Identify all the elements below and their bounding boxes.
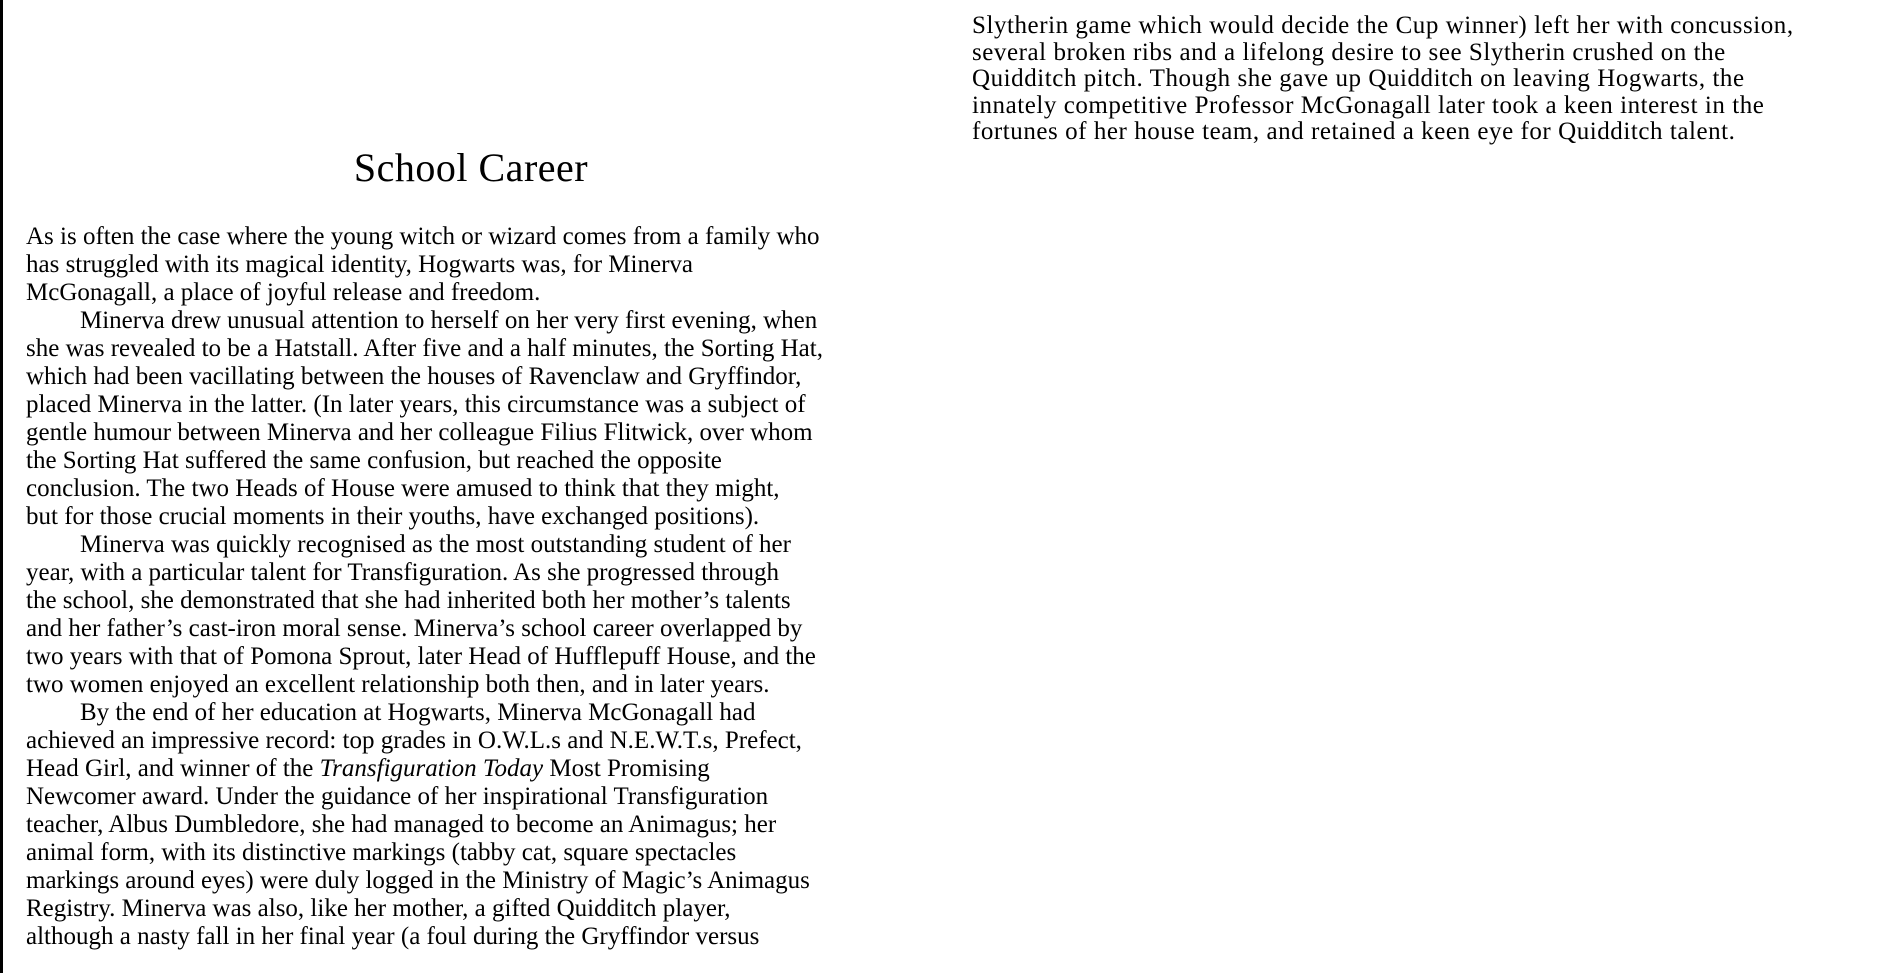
text-line: By the end of her education at Hogwarts, Minerva McGonagall had	[80, 699, 756, 726]
left-page-column	[26, 223, 946, 951]
text-line: the Sorting Hat suffered the same confusion, but reached the opposite	[26, 447, 722, 474]
text-line: placed Minerva in the latter. (In later years, this circumstance was a subject of	[26, 391, 806, 418]
paragraph	[26, 531, 946, 699]
text-line: which had been vacillating between the houses of Ravenclaw and Gryffindor,	[26, 363, 802, 390]
text-line: McGonagall, a place of joyful release and freedom.	[26, 279, 541, 306]
text-line: innately competitive Professor McGonagall later took a keen interest in the	[972, 91, 1765, 119]
text-line: Newcomer award. Under the guidance of her inspirational Transfiguration	[26, 783, 769, 810]
window-edge-bar	[0, 0, 3, 973]
right-page-column	[972, 13, 1892, 146]
text-line: Minerva was quickly recognised as the most outstanding student of her	[80, 531, 791, 558]
text-line: year, with a particular talent for Transfiguration. As she progressed through	[26, 559, 779, 586]
chapter-heading: School Career	[353, 145, 589, 190]
text-line: Minerva drew unusual attention to herself on her very first evening, when	[80, 307, 818, 334]
paragraph	[26, 699, 946, 951]
text-line: although a nasty fall in her final year (a foul during the Gryffindor versus	[26, 923, 760, 950]
text-line: two women enjoyed an excellent relationship both then, and in later years.	[26, 671, 770, 698]
text-line: conclusion. The two Heads of House were amused to think that they might,	[26, 475, 780, 502]
paragraph	[26, 223, 946, 307]
text-line: Head Girl, and winner of the Transfiguration Today Most Promising	[26, 755, 710, 782]
text-line: Quidditch pitch. Though she gave up Quidditch on leaving Hogwarts, the	[972, 65, 1745, 93]
text-line: fortunes of her house team, and retained a keen eye for Quidditch talent.	[972, 118, 1736, 146]
text-line: has struggled with its magical identity, Hogwarts was, for Minerva	[26, 251, 693, 278]
text-line: several broken ribs and a lifelong desire to see Slytherin crushed on the	[972, 38, 1726, 66]
text-line: markings around eyes) were duly logged in the Ministry of Magic’s Animagus	[26, 867, 810, 894]
text-line: teacher, Albus Dumbledore, she had managed to become an Animagus; her	[26, 811, 777, 838]
text-line: animal form, with its distinctive markings (tabby cat, square spectacles	[26, 839, 737, 866]
text-line: Slytherin game which would decide the Cup winner) left her with concussion,	[972, 12, 1794, 39]
text-line: As is often the case where the young witch or wizard comes from a family who	[26, 223, 820, 250]
text-line: Registry. Minerva was also, like her mother, a gifted Quidditch player,	[26, 895, 731, 922]
text-line: gentle humour between Minerva and her colleague Filius Flitwick, over whom	[26, 419, 813, 446]
text-line: but for those crucial moments in their youths, have exchanged positions).	[26, 503, 760, 530]
text-line: two years with that of Pomona Sprout, later Head of Hufflepuff House, and the	[26, 643, 816, 670]
text-line: she was revealed to be a Hatstall. After five and a half minutes, the Sorting Hat,	[26, 335, 823, 362]
text-line: achieved an impressive record: top grades in O.W.L.s and N.E.W.T.s, Prefect,	[26, 727, 802, 754]
text-line: and her father’s cast-iron moral sense. Minerva’s school career overlapped by	[26, 615, 803, 642]
text-line: the school, she demonstrated that she had inherited both her mother’s talents	[26, 587, 791, 614]
paragraph	[26, 307, 946, 531]
